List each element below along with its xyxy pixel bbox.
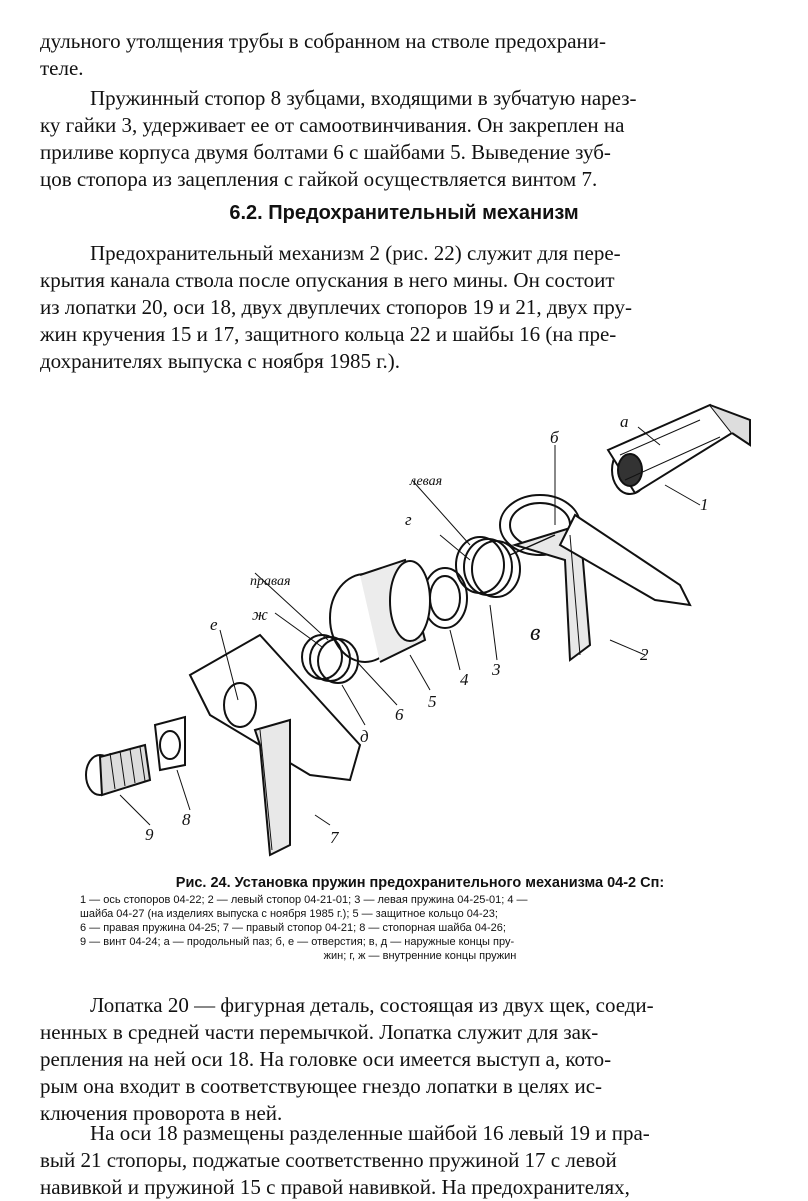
caption-line: 9 — винт 04-24; а — продольный паз; б, е — отверстия; в, д — наружные концы пру- <box>80 936 515 948</box>
paragraph-5 <box>40 1120 780 1201</box>
part-right-stopper-drawing <box>190 635 360 855</box>
text-line: Пружинный стопор 8 зубцами, входящими в зубчатую нарез- <box>90 86 637 110</box>
caption-title: Рис. 24. Установка пружин предохранительного механизма 04-2 Сп: <box>175 875 665 891</box>
label-e: е <box>210 615 218 634</box>
label-9: 9 <box>145 825 154 844</box>
label-pravaya: правая <box>250 574 291 589</box>
text-line: ключения проворота в ней. <box>40 1101 283 1125</box>
caption-line: жин; г, ж — внутренние концы пружин <box>323 950 517 962</box>
label-6: 6 <box>395 705 404 724</box>
label-7: 7 <box>330 828 339 847</box>
text-line: На оси 18 размещены разделенные шайбой 16 левый 19 и пра- <box>90 1121 650 1145</box>
label-8: 8 <box>182 810 191 829</box>
text-line: из лопатки 20, оси 18, двух двуплечих стопоров 19 и 21, двух пру- <box>40 295 633 319</box>
label-d: д <box>360 727 369 746</box>
label-5: 5 <box>428 692 437 711</box>
text-line: навивкой и пружиной 15 с правой навивкой. На предохранителях, <box>40 1175 630 1199</box>
caption-line: 6 — правая пружина 04-25; 7 — правый стопор 04-21; 8 — стопорная шайба 04-26; <box>80 922 506 934</box>
section-heading: 6.2. Предохранительный механизм <box>229 202 579 224</box>
text-line: дульного утолщения трубы в собранном на стволе предохрани- <box>40 29 606 53</box>
text-line: Предохранительный механизм 2 (рис. 22) служит для пере- <box>90 241 621 265</box>
label-g: г <box>405 510 412 529</box>
caption-body <box>80 893 760 963</box>
exploded-view-figure <box>60 385 760 865</box>
label-2: 2 <box>640 645 649 664</box>
paragraph-1 <box>40 28 780 82</box>
label-zh: ж <box>252 605 268 624</box>
text-line: ку гайки 3, удерживает ее от самоотвинчивания. Он закреплен на <box>40 113 625 137</box>
caption-line: 1 — ось стопоров 04-22; 2 — левый стопор 04-21-01; 3 — левая пружина 04-25-01; 4 — <box>80 894 528 906</box>
text-line: теле. <box>40 56 84 80</box>
label-b: б <box>550 428 559 447</box>
label-4: 4 <box>460 670 469 689</box>
text-line: цов стопора из зацепления с гайкой осуществляется винтом 7. <box>40 167 598 191</box>
label-levaya: левая <box>410 474 443 489</box>
label-3: 3 <box>492 660 501 679</box>
part-lock-washer-drawing <box>155 717 185 770</box>
paragraph-3 <box>40 240 780 375</box>
text-line: приливе корпуса двумя болтами 6 с шайбами 5. Выведение зуб- <box>40 140 611 164</box>
text-line: ненных в средней части перемычкой. Лопатка служит для зак- <box>40 1020 599 1044</box>
part-axis-drawing <box>608 405 750 494</box>
part-protective-ring-drawing <box>330 560 430 662</box>
figure-caption <box>80 873 760 963</box>
text-line: крытия канала ствола после опускания в него мины. Он состоит <box>40 268 615 292</box>
part-left-stopper-drawing <box>500 495 690 660</box>
part-screw-drawing <box>86 745 150 795</box>
caption-line: шайба 04-27 (на изделиях выпуска с ноября 1985 г.); 5 — защитное кольцо 04-23; <box>80 908 498 920</box>
label-a: а <box>620 412 629 431</box>
part-right-spring-drawing <box>302 635 358 683</box>
text-line: жин кручения 15 и 17, защитного кольца 22 и шайбы 16 (на пре- <box>40 322 617 346</box>
text-line: рым она входит в соответствующее гнездо лопатки в целях ис- <box>40 1074 603 1098</box>
label-v: в <box>530 620 541 646</box>
text-line: репления на ней оси 18. На головке оси имеется выступ а, кото- <box>40 1047 612 1071</box>
label-1: 1 <box>700 495 709 514</box>
paragraph-2 <box>40 85 780 193</box>
text-line: Лопатка 20 — фигурная деталь, состоящая из двух щек, соеди- <box>90 993 654 1017</box>
text-line: вый 21 стопоры, поджатые соответственно пружиной 17 с левой <box>40 1148 617 1172</box>
paragraph-4 <box>40 992 780 1127</box>
text-line: дохранителях выпуска с ноября 1985 г.). <box>40 349 401 373</box>
